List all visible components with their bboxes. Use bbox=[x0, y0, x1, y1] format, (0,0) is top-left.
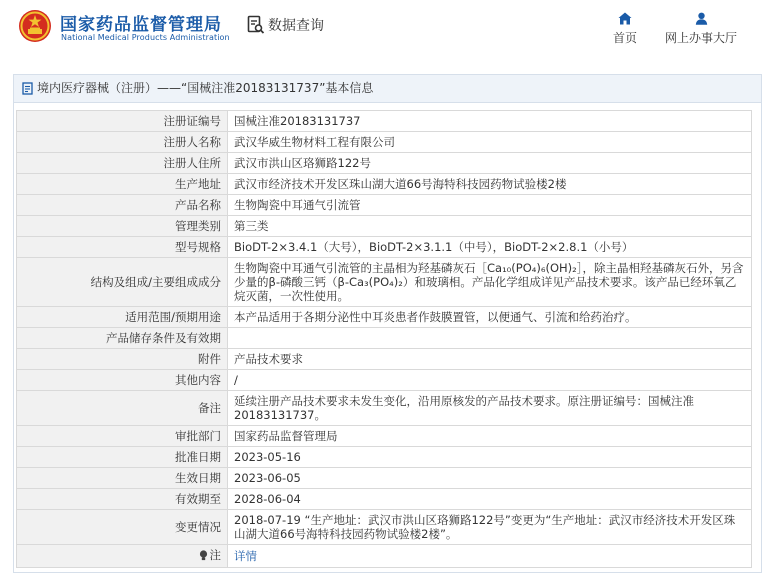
table-row bbox=[17, 216, 752, 237]
row-key: 型号规格 bbox=[17, 237, 228, 258]
row-value: 第三类 bbox=[228, 216, 752, 237]
data-query-link[interactable] bbox=[247, 14, 324, 36]
row-value: BioDT-2×3.4.1（大号），BioDT-2×3.1.1（中号），BioDT-2×2.8.1（小号） bbox=[228, 237, 752, 258]
row-key: 生效日期 bbox=[17, 468, 228, 489]
table-row bbox=[17, 174, 752, 195]
row-value: 延续注册产品技术要求未发生变化，沿用原核发的产品技术要求。原注册证编号：国械注准20183131737。 bbox=[228, 391, 752, 426]
row-key: 适用范围/预期用途 bbox=[17, 307, 228, 328]
row-value: 武汉华威生物材料工程有限公司 bbox=[228, 132, 752, 153]
row-key: 产品名称 bbox=[17, 195, 228, 216]
national-emblem-icon bbox=[18, 9, 52, 43]
row-value: 生物陶瓷中耳通气引流管的主晶相为羟基磷灰石［Ca₁₀(PO₄)₆(OH)₂］，除主晶相羟基磷灰石外，另含少量的β-磷酸三钙（β-Ca₃(PO₄)₂）和玻璃相。产品化学组成详见产品技术要求。该产品已经环氧乙烷灭菌，一次性使用。 bbox=[228, 258, 752, 307]
table-row bbox=[17, 307, 752, 328]
row-key: 注册证编号 bbox=[17, 111, 228, 132]
table-row bbox=[17, 391, 752, 426]
nav-hall-label: 网上办事大厅 bbox=[664, 31, 737, 45]
row-value: 国械注准20183131737 bbox=[228, 111, 752, 132]
row-value: 2023-05-16 bbox=[228, 447, 752, 468]
row-key: 注册人住所 bbox=[17, 153, 228, 174]
site-title[interactable]: 国家药品监督管理局 bbox=[60, 15, 222, 35]
nav-home[interactable] bbox=[607, 12, 643, 46]
row-key: 产品储存条件及有效期 bbox=[17, 328, 228, 349]
table-row bbox=[17, 153, 752, 174]
registration-detail-table bbox=[16, 110, 752, 568]
table-row bbox=[17, 132, 752, 153]
row-value: 武汉市洪山区珞狮路122号 bbox=[228, 153, 752, 174]
row-key: 生产地址 bbox=[17, 174, 228, 195]
site-header bbox=[0, 0, 762, 62]
row-value bbox=[228, 328, 752, 349]
row-value: 2028-06-04 bbox=[228, 489, 752, 510]
table-row bbox=[17, 195, 752, 216]
note-label: 注 bbox=[209, 548, 221, 562]
site-subtitle: National Medical Products Administration bbox=[61, 33, 230, 42]
row-value: 产品技术要求 bbox=[228, 349, 752, 370]
row-value bbox=[228, 545, 752, 568]
document-icon bbox=[22, 82, 34, 95]
row-key: 管理类别 bbox=[17, 216, 228, 237]
row-value: 本产品适用于各期分泌性中耳炎患者作鼓膜置管，以便通气、引流和给药治疗。 bbox=[228, 307, 752, 328]
row-key: 结构及组成/主要组成成分 bbox=[17, 258, 228, 307]
home-icon bbox=[618, 12, 632, 25]
nav-online-service-hall[interactable] bbox=[660, 12, 742, 46]
row-key: 变更情况 bbox=[17, 510, 228, 545]
row-key bbox=[17, 545, 228, 568]
row-value: 武汉市经济技术开发区珠山湖大道66号海特科技园药物试验楼2楼 bbox=[228, 174, 752, 195]
row-key: 附件 bbox=[17, 349, 228, 370]
table-row bbox=[17, 237, 752, 258]
panel-header bbox=[14, 75, 761, 103]
table-row bbox=[17, 258, 752, 307]
row-value: / bbox=[228, 370, 752, 391]
row-key: 审批部门 bbox=[17, 426, 228, 447]
row-value: 2023-06-05 bbox=[228, 468, 752, 489]
details-link[interactable]: 详情 bbox=[234, 548, 257, 563]
row-key: 备注 bbox=[17, 391, 228, 426]
row-value: 生物陶瓷中耳通气引流管 bbox=[228, 195, 752, 216]
row-key: 批准日期 bbox=[17, 447, 228, 468]
table-row bbox=[17, 426, 752, 447]
table-row bbox=[17, 328, 752, 349]
row-value: 2018-07-19 “生产地址：武汉市洪山区珞狮路122号”变更为“生产地址：武汉市经济技术开发区珠山湖大道66号海特科技园药物试验楼2楼”。 bbox=[228, 510, 752, 545]
detail-panel bbox=[13, 74, 762, 573]
panel-title: 境内医疗器械（注册）——“国械注准20183131737”基本信息 bbox=[37, 81, 374, 95]
user-icon bbox=[695, 12, 708, 25]
table-row bbox=[17, 370, 752, 391]
row-value: 国家药品监督管理局 bbox=[228, 426, 752, 447]
row-key: 注册人名称 bbox=[17, 132, 228, 153]
row-key: 有效期至 bbox=[17, 489, 228, 510]
data-query-label: 数据查询 bbox=[268, 18, 324, 34]
nav-home-label: 首页 bbox=[612, 31, 637, 45]
data-query-icon bbox=[247, 15, 265, 35]
table-row bbox=[17, 349, 752, 370]
table-row bbox=[17, 111, 752, 132]
table-row bbox=[17, 545, 752, 568]
row-key: 其他内容 bbox=[17, 370, 228, 391]
table-row bbox=[17, 468, 752, 489]
bulb-icon bbox=[199, 550, 208, 561]
table-row bbox=[17, 447, 752, 468]
table-row bbox=[17, 489, 752, 510]
table-row bbox=[17, 510, 752, 545]
